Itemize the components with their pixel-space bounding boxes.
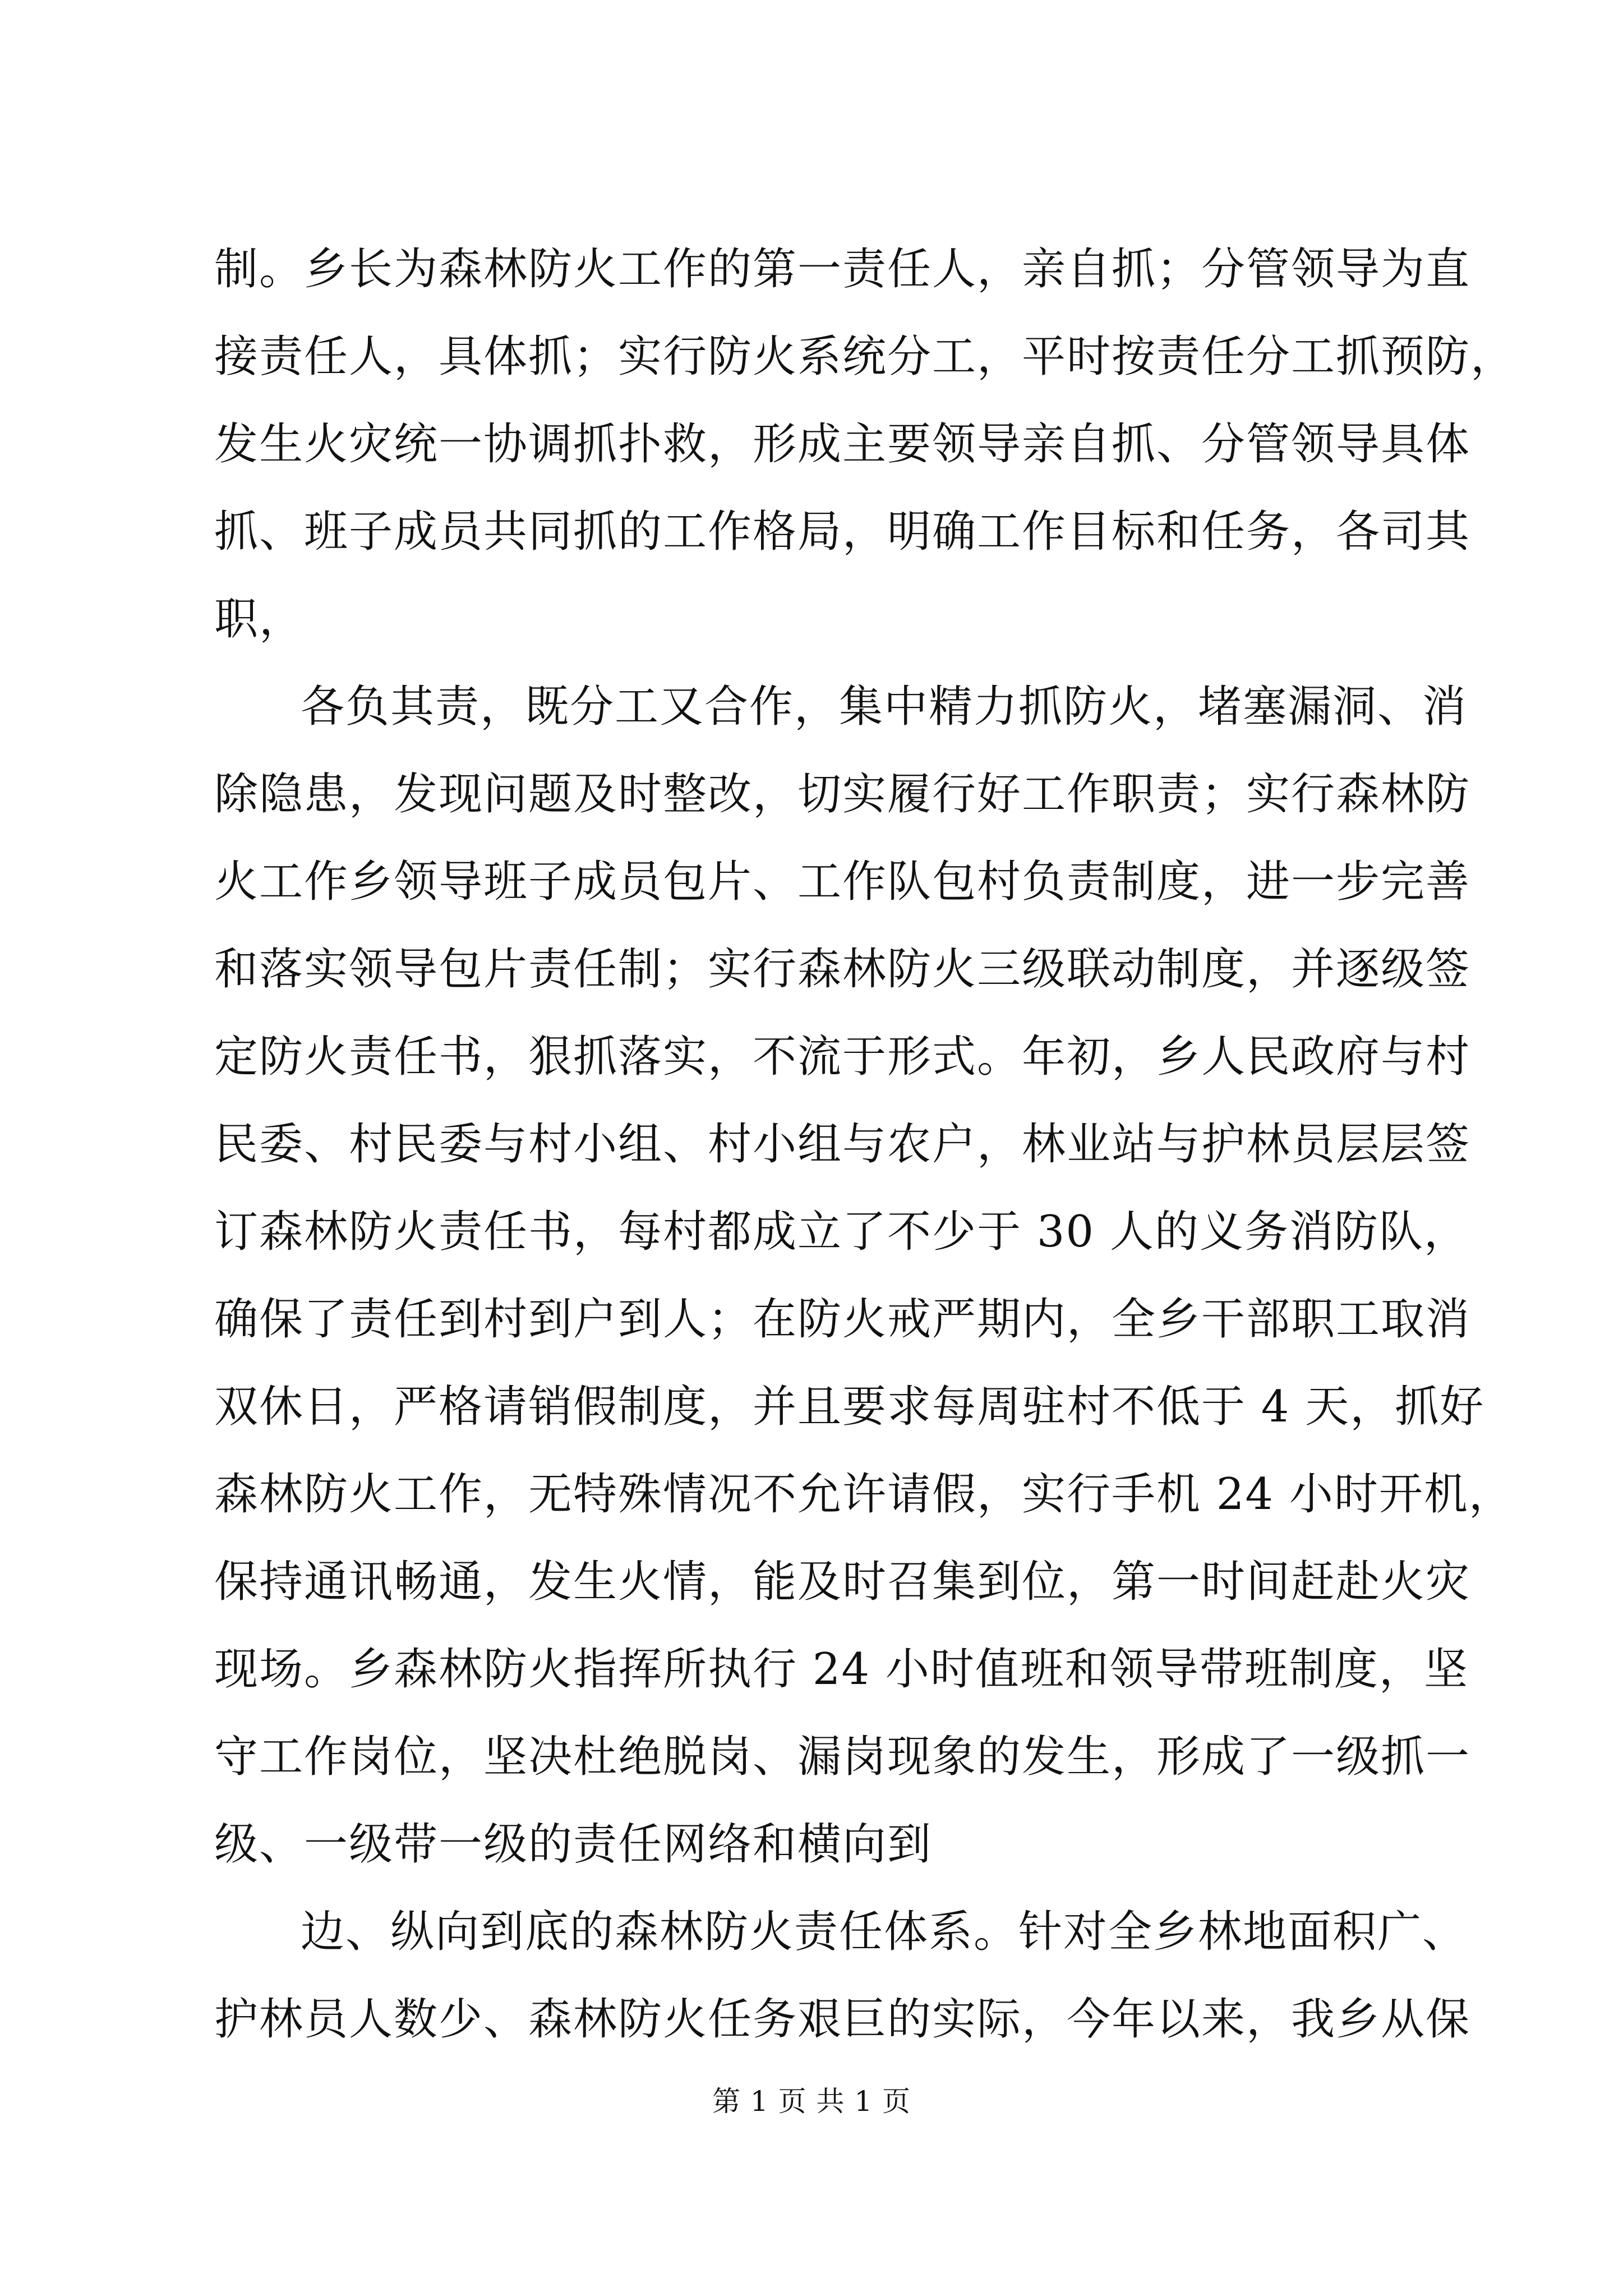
- body-line: 除隐患，发现问题及时整改，切实履行好工作职责；实行森林防: [214, 769, 1471, 820]
- body-line: 接责任人，具体抓；实行防火系统分工，平时按责任分工抓预防，: [214, 332, 1516, 382]
- body-line: 确保了责任到村到户到人；在防火戒严期内，全乡干部职工取消: [214, 1294, 1471, 1345]
- body-line: 订森林防火责任书，每村都成立了不少于 30 人的义务消防队，: [214, 1207, 1469, 1257]
- body-line: 制。乡长为森林防火工作的第一责任人，亲自抓；分管领导为直: [214, 244, 1471, 295]
- body-line: 火工作乡领导班子成员包片、工作队包村负责制度，进一步完善: [214, 857, 1471, 907]
- body-line: 保持通讯畅通，发生火情，能及时召集到位，第一时间赶赴火灾: [214, 1557, 1471, 1607]
- body-line: 民委、村民委与村小组、村小组与农户，林业站与护林员层层签: [214, 1119, 1471, 1170]
- paragraph-first-line: 边、纵向到底的森林防火责任体系。针对全乡林地面积广、: [301, 1907, 1468, 1957]
- body-line: 和落实领导包片责任制；实行森林防火三级联动制度，并逐级签: [214, 944, 1471, 995]
- body-line: 定防火责任书，狠抓落实，不流于形式。年初，乡人民政府与村: [214, 1032, 1471, 1082]
- page-number-footer: 第 1 页 共 1 页: [712, 2085, 911, 2118]
- body-line: 守工作岗位，坚决杜绝脱岗、漏岗现象的发生，形成了一级抓一: [214, 1732, 1471, 1782]
- body-line: 现场。乡森林防火指挥所执行 24 小时值班和领导带班制度，坚: [214, 1644, 1469, 1695]
- body-line: 发生火灾统一协调抓扑救，形成主要领导亲自抓、分管领导具体: [214, 419, 1471, 470]
- body-line: 级、一级带一级的责任网络和横向到: [214, 1819, 933, 1870]
- paragraph-first-line: 各负其责，既分工又合作，集中精力抓防火，堵塞漏洞、消: [301, 682, 1468, 732]
- body-line: 抓、班子成员共同抓的工作格局，明确工作目标和任务，各司其: [214, 507, 1471, 557]
- body-line: 护林员人数少、森林防火任务艰巨的实际，今年以来，我乡从保: [214, 1994, 1471, 2045]
- body-line: 职，: [214, 594, 305, 645]
- body-line: 双休日，严格请销假制度，并且要求每周驻村不低于 4 天，抓好: [214, 1382, 1485, 1432]
- body-line: 森林防火工作，无特殊情况不允许请假，实行手机 24 小时开机，: [214, 1469, 1514, 1520]
